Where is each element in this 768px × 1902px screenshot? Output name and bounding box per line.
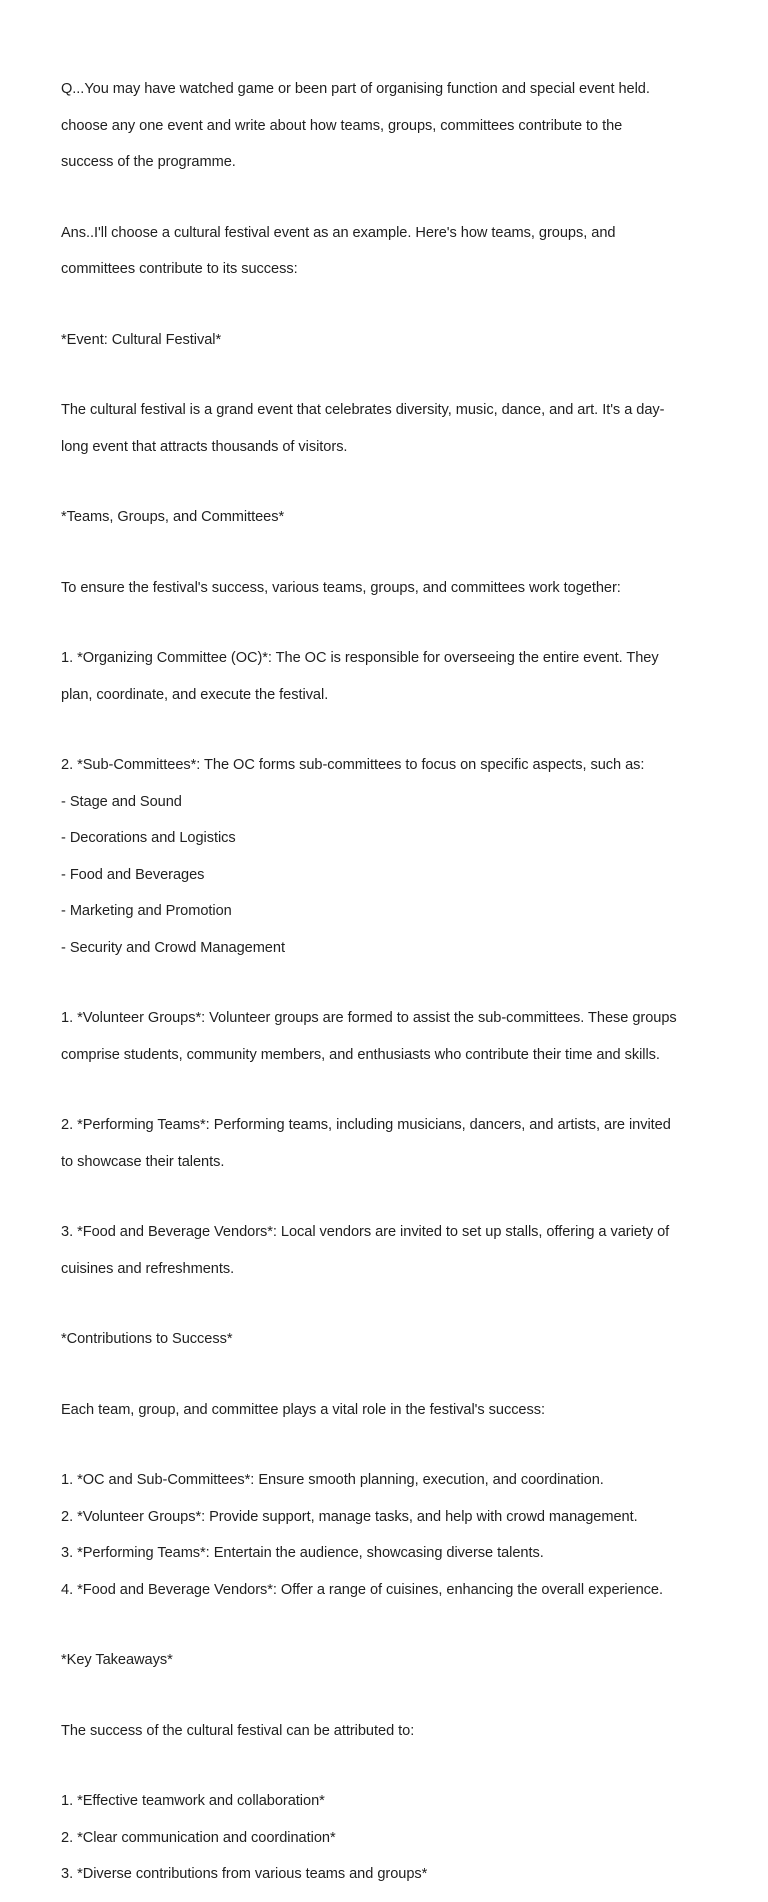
text-line: cuisines and refreshments. bbox=[61, 1260, 235, 1277]
text-line: choose any one event and write about how teams, groups, committees contribute to the bbox=[61, 117, 623, 134]
text-line: The cultural festival is a grand event that celebrates diversity, music, dance, and art. It's a day- bbox=[61, 402, 665, 419]
teams-intro-paragraph bbox=[61, 560, 708, 615]
list-line: - Food and Beverages bbox=[61, 866, 205, 883]
volunteer-groups-item bbox=[61, 991, 708, 1082]
document-body bbox=[61, 62, 708, 1902]
teams-heading bbox=[61, 490, 708, 545]
text-line: committees contribute to its success: bbox=[61, 261, 298, 278]
text-line: 2. *Sub-Committees*: The OC forms sub-committees to focus on specific aspects, such as: bbox=[61, 757, 645, 773]
list-line: - Marketing and Promotion bbox=[61, 903, 232, 920]
text-line: 1. *Organizing Committee (OC)*: The OC is responsible for overseeing the entire event. They bbox=[61, 650, 659, 667]
answer-intro-paragraph bbox=[61, 206, 708, 297]
text-line: To ensure the festival's success, various teams, groups, and committees work together: bbox=[61, 579, 621, 596]
text-line: 2. *Performing Teams*: Performing teams, including musicians, dancers, and artists, are invited bbox=[61, 1117, 671, 1134]
list-line: 2. *Clear communication and coordination* bbox=[61, 1829, 336, 1846]
organizing-committee-item bbox=[61, 631, 708, 722]
list-line: 2. *Volunteer Groups*: Provide support, manage tasks, and help with crowd management. bbox=[61, 1508, 638, 1525]
text-line: Each team, group, and committee plays a vital role in the festival's success: bbox=[61, 1401, 546, 1418]
text-line: The success of the cultural festival can be attributed to: bbox=[61, 1722, 415, 1739]
text-line: *Contributions to Success* bbox=[61, 1331, 233, 1348]
text-line: to showcase their talents. bbox=[61, 1153, 225, 1170]
contributions-list bbox=[61, 1453, 708, 1618]
takeaways-list bbox=[61, 1774, 708, 1902]
contributions-heading bbox=[61, 1312, 708, 1367]
list-line: - Security and Crowd Management bbox=[61, 939, 285, 956]
key-takeaways-heading bbox=[61, 1633, 708, 1688]
text-line: *Teams, Groups, and Committees* bbox=[61, 509, 285, 526]
text-line: comprise students, community members, and enthusiasts who contribute their time and skills. bbox=[61, 1046, 660, 1063]
text-line: *Key Takeaways* bbox=[61, 1652, 173, 1669]
food-vendors-item bbox=[61, 1205, 708, 1296]
question-paragraph bbox=[61, 62, 708, 190]
list-line: 3. *Performing Teams*: Entertain the audience, showcasing diverse talents. bbox=[61, 1545, 544, 1562]
list-line: 1. *OC and Sub-Committees*: Ensure smooth planning, execution, and coordination. bbox=[61, 1472, 604, 1489]
text-line: 1. *Volunteer Groups*: Volunteer groups are formed to assist the sub-committees. These groups bbox=[61, 1010, 677, 1027]
text-line: success of the programme. bbox=[61, 154, 236, 171]
list-line: 3. *Diverse contributions from various teams and groups* bbox=[61, 1866, 428, 1883]
list-line: 1. *Effective teamwork and collaboration* bbox=[61, 1793, 325, 1810]
sub-committees-item bbox=[61, 738, 708, 976]
list-line: - Stage and Sound bbox=[61, 793, 182, 810]
text-line: Ans..I'll choose a cultural festival event as an example. Here's how teams, groups, and bbox=[61, 224, 616, 241]
event-heading bbox=[61, 313, 708, 368]
text-line: long event that attracts thousands of visitors. bbox=[61, 438, 348, 455]
performing-teams-item bbox=[61, 1098, 708, 1189]
contributions-intro-paragraph bbox=[61, 1382, 708, 1437]
text-line: Q...You may have watched game or been part of organising function and special event held. bbox=[61, 81, 650, 98]
text-line: 3. *Food and Beverage Vendors*: Local vendors are invited to set up stalls, offering a variety of bbox=[61, 1224, 670, 1241]
event-description-paragraph bbox=[61, 383, 708, 474]
list-line: - Decorations and Logistics bbox=[61, 830, 236, 847]
text-line: *Event: Cultural Festival* bbox=[61, 331, 222, 348]
text-line: plan, coordinate, and execute the festival. bbox=[61, 686, 329, 703]
list-line: 4. *Food and Beverage Vendors*: Offer a range of cuisines, enhancing the overall experience. bbox=[61, 1581, 663, 1598]
takeaways-intro-paragraph bbox=[61, 1703, 708, 1758]
